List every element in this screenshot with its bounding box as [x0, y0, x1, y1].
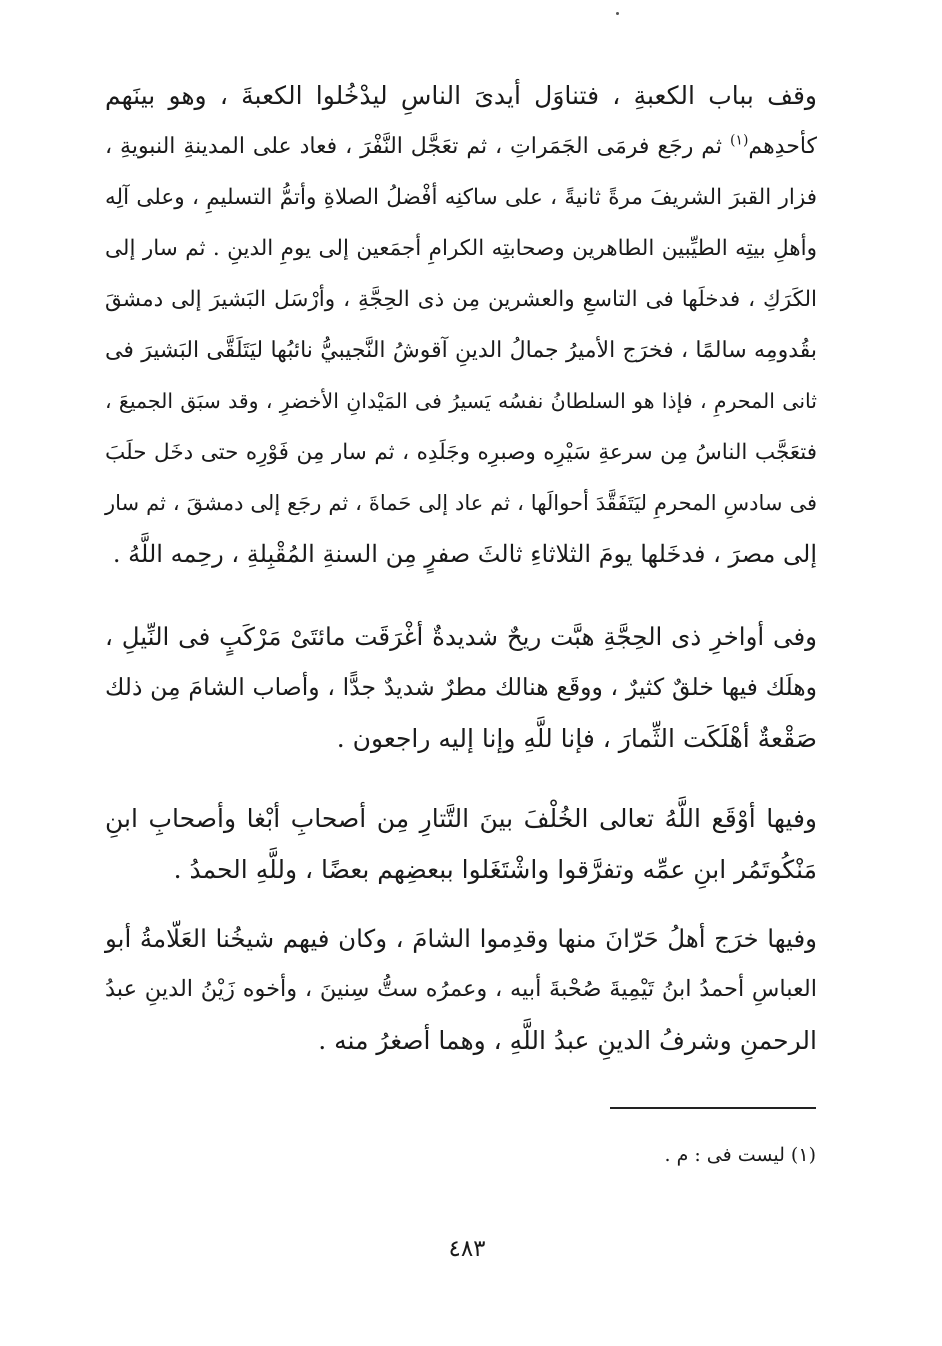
text-line: وفيها خرَج أهلُ حَرّانَ منها وقدِموا الشامَ ، وكان فيهم شيخُنا العَلّامةُ أبو	[105, 924, 817, 953]
text-line: وهلَك فيها خلقٌ كثيرٌ ، ووقَع هنالك مطرٌ شديدٌ جدًّا ، وأصاب الشامَ مِن ذلك	[105, 673, 817, 701]
footnote-separator	[610, 1107, 816, 1109]
text-line: العباسِ أحمدُ ابنُ تَيْمِيةَ صُحْبةَ أبيه ، وعمرُه ستُّ سِنينَ ، وأخوه زَيْنُ الدينِ عبدُ	[105, 976, 817, 1002]
page-speck	[616, 12, 619, 15]
text-line	[105, 121, 817, 172]
text-fragment: كأحدِهم	[748, 134, 817, 159]
text-line: الكَرَكِ ، فدخلَها فى التاسعِ والعشرين مِن ذى الحِجَّةِ ، وأرْسَل البَشيرَ إلى دمشقَ	[105, 287, 817, 312]
text-line: وفيها أوْقَع اللَّهُ تعالى الخُلْفَ بينَ التَّتارِ مِن أصحابِ أبْغا وأصحابِ ابنِ	[105, 804, 817, 833]
paragraph-4	[105, 913, 817, 1066]
text-line: ثانى المحرمِ ، فإذا هو السلطانُ نفسُه يَسيرُ فى المَيْدانِ الأخضرِ ، وقد سبَق الجميعَ ،	[105, 389, 817, 413]
footnote-marker: (١)	[729, 132, 749, 149]
text-line: وأهلِ بيتِه الطيِّبين الطاهرين وصحابتِه الكرامِ أجمَعين إلى يومِ الدينِ . ثم سار إلى	[105, 236, 817, 261]
page-number: ٤٨٣	[448, 1236, 486, 1262]
text-line: وفى أواخرِ ذى الحِجَّةِ هبَّت ريحٌ شديدةٌ أغْرَقَت مائتَىْ مَرْكَبٍ فى النِّيلِ ،	[105, 622, 817, 651]
text-line: مَنْكُوتَمُر ابنِ عمِّه وتفرَّقوا واشْتَغَلوا ببعضِهم بعضًا ، وللَّهِ الحمدُ .	[173, 855, 817, 884]
text-line: إلى مصرَ ، فدخَلها يومَ الثلاثاءِ ثالثَ صفرٍ مِن السنةِ المُقْبِلةِ ، رحِمه اللَّهُ .	[112, 540, 817, 568]
text-line: فتعَجَّب الناسُ مِن سرعةِ سَيْرِه وصبرِه وجَلَدِه ، ثم سار مِن فَوْرِه حتى دخَل حلَبَ	[105, 440, 817, 465]
paragraph-3	[105, 793, 817, 895]
text-line: الرحمنِ وشرفُ الدينِ عبدُ اللَّهِ ، وهما أصغرُ منه .	[318, 1026, 817, 1055]
paragraph-2	[105, 611, 817, 764]
text-line: وقف بباب الكعبةِ ، فتناوَل أيدىَ الناسِ ليدْخُلوا الكعبةَ ، وهو بينَهم	[105, 81, 817, 110]
text-line: بقُدومِه سالمًا ، فخرَج الأميرُ جمالُ الدينِ آقوشُ النَّجيبيُّ نائبُها ليَتَلَقَّى البَشيرَ فى	[105, 338, 817, 363]
footnote: (١) ليست فى : م .	[664, 1144, 816, 1166]
text-line: فى سادسِ المحرمِ ليَتَفَقَّدَ أحوالَها ، ثم عاد إلى حَماةَ ، ثم رجَع إلى دمشقَ ، ثم سار	[105, 491, 817, 515]
text-fragment: ثم رجَع فرمَى الجَمَراتِ ، ثم تعَجَّل النَّفْرَ ، فعاد على المدينةِ النبويةِ ،	[105, 134, 723, 159]
paragraph-1	[105, 70, 817, 580]
text-line: فزار القبرَ الشريفَ مرةً ثانيةً ، على ساكنِه أفْضلُ الصلاةِ وأتمُّ التسليمِ ، وعلى آلِه	[105, 185, 817, 210]
text-line: صَقْعةٌ أهْلَكَت الثِّمارَ ، فإنا للَّهِ وإنا إليه راجعون .	[336, 724, 817, 753]
